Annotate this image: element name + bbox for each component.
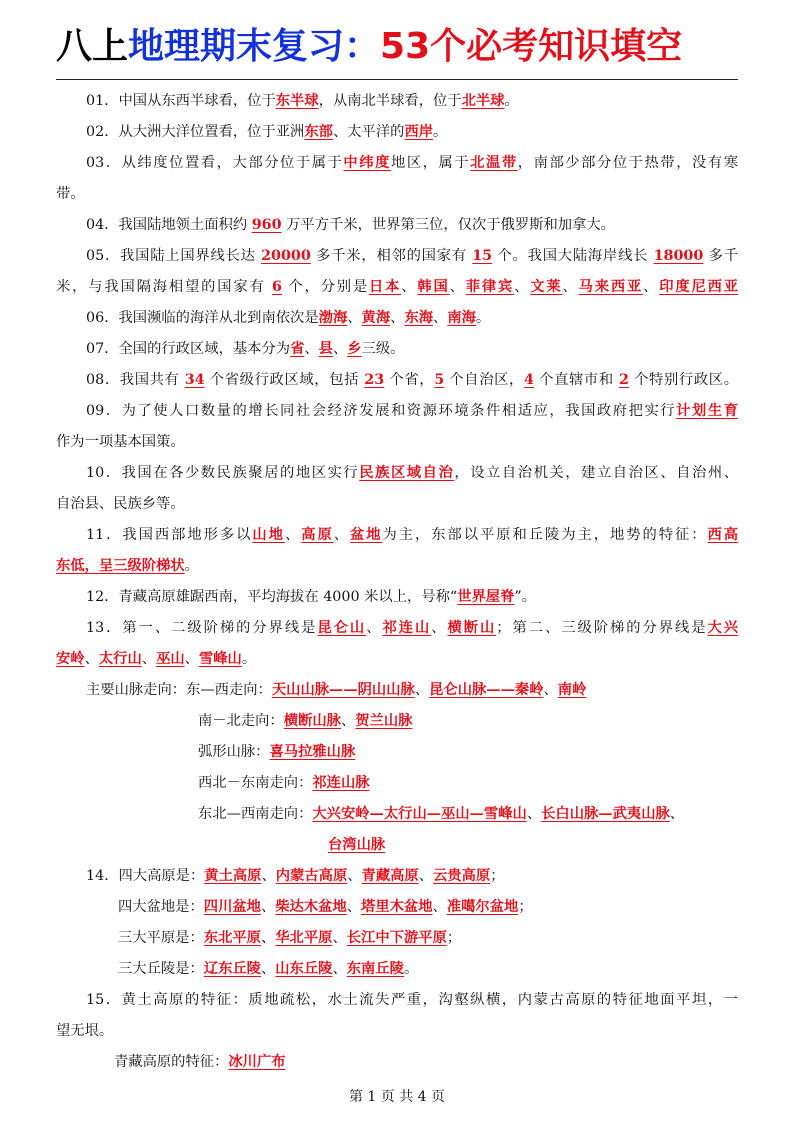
- answer-blank: 北温带: [470, 155, 518, 171]
- text-segment: 06．我国濒临的海洋从北到南依次是: [86, 310, 319, 326]
- text-segment: ；: [490, 868, 505, 884]
- answer-blank: 横断山脉: [283, 713, 341, 729]
- text-line: [56, 799, 738, 830]
- text-segment: 10．我国在各少数民族聚居的地区实行: [86, 465, 360, 481]
- answer-blank: 四川盆地: [203, 899, 261, 915]
- text-line: [56, 675, 738, 706]
- text-segment: 、: [141, 651, 157, 667]
- text-line: [56, 489, 738, 520]
- text-segment: 05．我国陆上国界线长达: [86, 248, 262, 264]
- page-title: [56, 22, 746, 72]
- text-line: [56, 303, 738, 334]
- text-segment: 、: [366, 620, 383, 636]
- answer-blank: 雪峰山: [198, 651, 242, 667]
- answer-blank: 柴达木盆地: [275, 899, 347, 915]
- answer-blank: 祁连山: [382, 620, 432, 636]
- answer-blank: 青藏高原: [361, 868, 419, 884]
- answer-blank: 华北平原: [275, 930, 333, 946]
- text-segment: 、: [261, 868, 276, 884]
- text-segment: 自治县、民族乡等。: [56, 496, 185, 512]
- text-line: [56, 334, 738, 365]
- text-segment: 个自治区，: [444, 372, 524, 388]
- text-segment: ，南部少部分位于热带，没有寒: [517, 155, 739, 171]
- text-segment: 三大丘陵是：: [118, 961, 204, 977]
- answer-blank: 东部: [304, 124, 333, 140]
- text-segment: ，从南北半球看，位于: [318, 93, 462, 109]
- answer-blank: 昆仑山: [317, 620, 367, 636]
- text-segment: 个直辖市和: [533, 372, 619, 388]
- answer-blank: 省: [290, 341, 305, 357]
- answer-blank: 准噶尔盆地: [446, 899, 519, 915]
- answer-blank: 安岭: [56, 651, 85, 667]
- text-segment: 04．我国陆地领土面积约: [86, 217, 252, 233]
- text-segment: 三级。: [361, 341, 405, 357]
- answer-blank: 文莱: [530, 279, 563, 295]
- text-segment: 、: [390, 310, 405, 326]
- text-segment: 、: [346, 899, 362, 915]
- title-part-topic: 53个必考知识填空: [380, 26, 683, 67]
- text-segment: 、: [347, 868, 362, 884]
- answer-blank: 计划生育: [676, 403, 738, 419]
- answer-blank: 南岭: [557, 682, 587, 698]
- text-line: [56, 582, 738, 613]
- text-segment: 弧形山脉：: [198, 744, 270, 760]
- answer-blank: 东低，呈三级阶梯状: [56, 558, 185, 574]
- answer-blank: 喜马拉雅山脉: [269, 744, 356, 760]
- text-segment: 个，分别是: [281, 279, 369, 295]
- text-segment: 、: [431, 620, 448, 636]
- text-segment: 、: [449, 279, 466, 295]
- text-segment: 12．青藏高原雄踞西南，平均海拔在 4000 米以上，号称“: [86, 589, 458, 605]
- text-segment: 02．从大洲大洋位置看，位于亚洲: [86, 124, 305, 140]
- text-segment: 。: [504, 93, 519, 109]
- text-segment: ，设立自治机关，建立自治区、自治州、: [454, 465, 739, 481]
- answer-blank: 东海: [404, 310, 434, 326]
- text-segment: 个特别行政区。: [628, 372, 739, 388]
- answer-blank: 东半球: [275, 93, 319, 109]
- text-line: [56, 830, 738, 861]
- text-segment: 、: [284, 527, 302, 543]
- text-segment: 07．全国的行政区域，基本分为: [86, 341, 291, 357]
- answer-blank: 巫山: [156, 651, 185, 667]
- text-segment: 个省，: [384, 372, 435, 388]
- text-segment: 、: [340, 713, 356, 729]
- answer-blank: 东北平原: [203, 930, 261, 946]
- answer-blank: 山地: [252, 527, 285, 543]
- text-segment: 。: [241, 651, 257, 667]
- text-line: [56, 861, 738, 892]
- text-line: [56, 520, 738, 551]
- text-segment: 、: [543, 682, 558, 698]
- text-segment: 、: [526, 806, 542, 822]
- text-segment: 11．我国西部地形多以: [86, 527, 253, 543]
- text-segment: 、: [562, 279, 579, 295]
- answer-blank: 34: [184, 372, 205, 388]
- text-segment: 望无垠。: [56, 1023, 114, 1039]
- answer-blank: 2: [618, 372, 629, 388]
- text-line: [56, 1047, 738, 1078]
- text-segment: 、: [414, 682, 430, 698]
- text-segment: ；: [446, 930, 462, 946]
- text-segment: 米，与我国隔海相望的国家有: [56, 279, 272, 295]
- text-segment: 、: [332, 961, 347, 977]
- text-line: [56, 396, 738, 427]
- answer-blank: 台湾山脉: [328, 837, 386, 853]
- text-segment: 、: [260, 899, 276, 915]
- text-segment: 。: [475, 310, 491, 326]
- answer-blank: 黄土高原: [204, 868, 262, 884]
- text-segment: 万平方千米，世界第三位，仅次于俄罗斯和加拿大。: [281, 217, 615, 233]
- answer-blank: 盆地: [349, 527, 383, 543]
- answer-blank: 大兴安岭—太行山—巫山—雪峰山: [312, 806, 527, 822]
- answer-blank: 中纬度: [343, 155, 391, 171]
- text-line: [56, 458, 738, 489]
- answer-blank: 西高: [707, 527, 739, 543]
- text-segment: 四大盆地是：: [118, 899, 204, 915]
- text-line: [56, 1016, 738, 1047]
- title-part-grade: 八上: [56, 26, 129, 67]
- answer-blank: 世界屋脊: [457, 589, 515, 605]
- answer-blank: 15: [472, 248, 493, 264]
- text-segment: 、太平洋的: [332, 124, 405, 140]
- answer-blank: 960: [251, 217, 282, 233]
- answer-blank: 祁连山脉: [312, 775, 370, 791]
- text-segment: 为主，东部以平原和丘陵为主，地势的特征：: [382, 527, 708, 543]
- answer-blank: 6: [272, 279, 282, 295]
- text-segment: 14．四大高原是：: [86, 868, 205, 884]
- answer-blank: 冰川广布: [228, 1054, 286, 1070]
- answer-blank: 渤海: [318, 310, 348, 326]
- text-segment: 三大平原是：: [118, 930, 204, 946]
- answer-blank: 北半球: [461, 93, 505, 109]
- text-segment: 青藏高原的特征：: [114, 1054, 229, 1070]
- answer-blank: 印度尼西亚: [659, 279, 738, 295]
- answer-blank: 昆仑山脉——秦岭: [429, 682, 544, 698]
- text-segment: 南－北走向：: [198, 713, 284, 729]
- answer-blank: 大兴: [707, 620, 739, 636]
- answer-blank: 菲律宾: [465, 279, 515, 295]
- text-segment: 09．为了使人口数量的增长同社会经济发展和资源环境条件相适应，我国政府把实行: [86, 403, 677, 419]
- text-segment: 、: [514, 279, 531, 295]
- text-segment: 15．黄土高原的特征：质地疏松，水土流失严重，沟壑纵横，内蒙古高原的特征地面平坦，一: [86, 992, 738, 1008]
- answer-blank: 韩国: [417, 279, 450, 295]
- text-segment: 主要山脉走向：东—西走向：: [86, 682, 272, 698]
- answer-blank: 南海: [447, 310, 476, 326]
- text-segment: 。: [433, 124, 448, 140]
- answer-blank: 山东丘陵: [275, 961, 333, 977]
- text-segment: 、: [304, 341, 319, 357]
- text-segment: 13．第一、二级阶梯的分界线是: [86, 620, 318, 636]
- answer-blank: 5: [434, 372, 445, 388]
- text-line: [56, 365, 738, 396]
- text-segment: 东北—西南走向：: [198, 806, 313, 822]
- text-line: [56, 179, 738, 210]
- answer-blank: 西岸: [404, 124, 434, 140]
- text-segment: 个省级行政区域，包括: [204, 372, 365, 388]
- text-segment: 、: [433, 310, 448, 326]
- text-segment: 08．我国共有: [86, 372, 185, 388]
- answer-blank: 高原: [301, 527, 334, 543]
- text-line: [56, 272, 738, 303]
- answer-blank: 长白山脉—武夷山脉: [541, 806, 670, 822]
- text-segment: 、: [333, 527, 350, 543]
- text-segment: 多千米，相邻的国家有: [310, 248, 473, 264]
- text-line: [56, 985, 738, 1016]
- answer-blank: 马来西亚: [578, 279, 644, 295]
- answer-blank: 18000: [653, 248, 704, 264]
- answer-blank: 太行山: [98, 651, 142, 667]
- answer-blank: 内蒙古高原: [275, 868, 348, 884]
- answer-blank: 云贵高原: [433, 868, 491, 884]
- title-part-subject: 地理期末复习：: [128, 26, 381, 67]
- text-line: [56, 210, 738, 241]
- answer-blank: 黄海: [361, 310, 391, 326]
- text-segment: 、: [260, 930, 276, 946]
- answer-blank: 贺兰山脉: [355, 713, 413, 729]
- text-line: [56, 148, 738, 179]
- text-segment: 西北－东南走向：: [198, 775, 313, 791]
- text-line: [56, 86, 738, 117]
- text-line: [56, 923, 738, 954]
- text-segment: 。: [403, 961, 419, 977]
- text-segment: 、: [401, 279, 418, 295]
- text-segment: 、: [643, 279, 660, 295]
- answer-blank: 20000: [261, 248, 311, 264]
- answer-blank: 辽东丘陵: [203, 961, 261, 977]
- text-segment: 。: [184, 558, 199, 574]
- text-line: [56, 737, 738, 768]
- answer-blank: 民族区域自治: [359, 465, 455, 481]
- text-line: [56, 768, 738, 799]
- answer-blank: 23: [364, 372, 385, 388]
- document-body: [56, 86, 738, 1078]
- text-line: [56, 954, 738, 985]
- text-line: [56, 613, 738, 644]
- text-line: [56, 644, 738, 675]
- text-line: [56, 892, 738, 923]
- text-segment: 多千: [703, 248, 739, 264]
- text-segment: 、: [332, 930, 347, 946]
- text-segment: ；: [518, 899, 533, 915]
- text-segment: 个。我国大陆海岸线长: [492, 248, 654, 264]
- answer-blank: 日本: [368, 279, 402, 295]
- text-segment: 、: [332, 341, 348, 357]
- text-segment: 地区，属于: [390, 155, 471, 171]
- answer-blank: 东南丘陵: [346, 961, 404, 977]
- answer-blank: 乡: [347, 341, 362, 357]
- text-segment: 03．从纬度位置看，大部分位于属于: [86, 155, 344, 171]
- text-segment: 、: [418, 868, 434, 884]
- text-segment: ；第二、三级阶梯的分界线是: [496, 620, 708, 636]
- answer-blank: 塔里木盆地: [361, 899, 433, 915]
- text-segment: 、: [669, 806, 685, 822]
- title-divider: [56, 79, 738, 80]
- answer-blank: 长江中下游平原: [346, 930, 447, 946]
- text-segment: 01．中国从东西半球看，位于: [86, 93, 276, 109]
- text-segment: 带。: [56, 186, 85, 202]
- answer-blank: 天山山脉——阴山山脉: [271, 682, 415, 698]
- answer-blank: 横断山: [447, 620, 497, 636]
- text-line: [56, 241, 738, 272]
- text-segment: 作为一项基本国策。: [56, 434, 185, 450]
- answer-blank: 4: [524, 372, 534, 388]
- text-line: [56, 551, 738, 582]
- text-segment: 、: [260, 961, 276, 977]
- text-line: [56, 117, 738, 148]
- text-segment: 、: [84, 651, 99, 667]
- page-footer: 第 1 页 共 4 页: [348, 1089, 446, 1105]
- text-segment: 、: [347, 310, 362, 326]
- answer-blank: 县: [318, 341, 333, 357]
- text-segment: ”。: [514, 589, 537, 605]
- text-segment: 、: [432, 899, 447, 915]
- text-line: [56, 427, 738, 458]
- text-line: [56, 706, 738, 737]
- text-segment: 、: [184, 651, 199, 667]
